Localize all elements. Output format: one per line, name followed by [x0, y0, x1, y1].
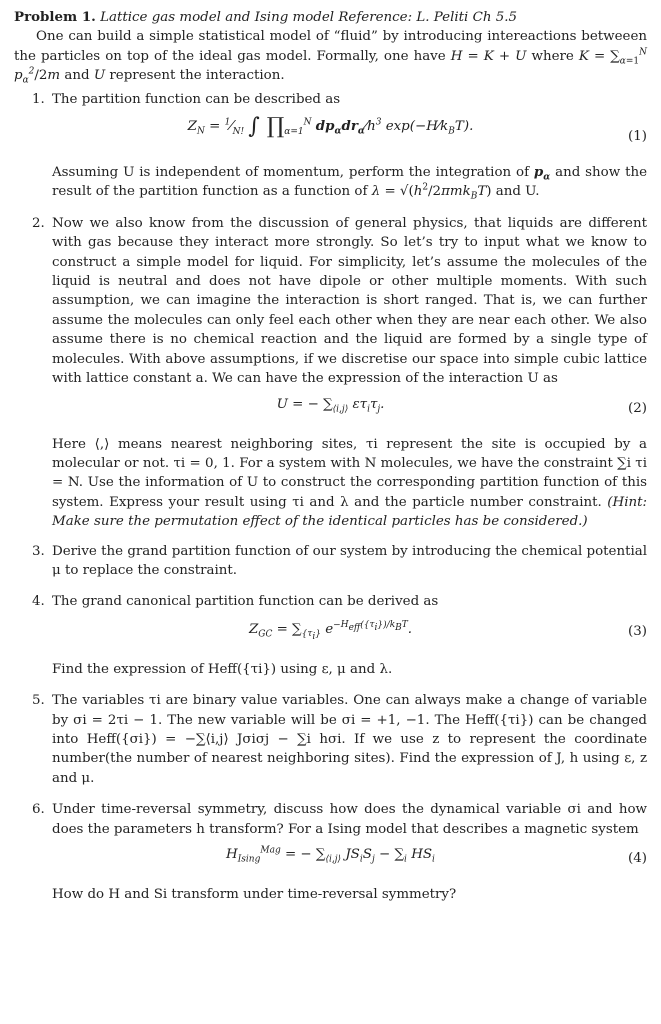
equation-3-tag: (3) [628, 623, 647, 639]
question-2-task: Here ⟨,⟩ means nearest neighboring sites, τi represent the site is occupied by a molecular or not. τi = 0, 1. For a system with N molecules, we have the constraint ∑i τi = N. Use the information of U to construct the corresponding partition function of this system. Express your result using τi and λ and the particle number constraint. (Hint: Make sure the permutation effect of the identical particles has be considered.) [52, 436, 647, 530]
equation-1-tag: (1) [628, 129, 647, 145]
question-6: 6. Under time-reversal symmetry, discuss how does the dynamical variable σi and how does the parameters h transform? For a Ising model that describes a magnetic system [32, 802, 647, 837]
equation-3: $Z_{GC} = \sum_{\{\tau_i\}}$ $e^{-H_{eff}(\{\tau_i\})/k_BT}$. (3) [248, 620, 647, 643]
problem-title: Lattice gas model and Ising model [100, 10, 335, 25]
question-4: 4. The grand canonical partition function can be derived as [32, 594, 439, 610]
question-2: 2. Now we also know from the discussion of general physics, that liquids are different with gas because they interact more strongly. So let’s try to input what we know to construct a simple model for liquid. For simplicity, let’s assume the molecules of the liquid is neutral and does not have dipole or other multiple moments. With such assumption, we can imagine the interaction is short ranged. That is, we can further assume the molecules can only feel each other when they are near each other. We also assume there is no chemical reaction and the liquid are formed by a single type of molecules. With above assumptions, if we discretise our space into simple cubic lattice with lattice constant a. We can have the expression of the interaction U as [32, 215, 647, 387]
question-4-task: Find the expression of Heff({τi}) using ε, μ and λ. [52, 661, 393, 677]
problem-label: Problem 1. [14, 9, 96, 25]
intro-paragraph: One can build a simple statistical model of “fluid” by introducing intereactions betweeen the particles on top of the ideal gas model. Formally, one have H = K + U where $K = \sum_{\alpha=1}^N$ $p_\alpha^2/2m$ and U represent the interaction. [14, 29, 648, 86]
equation-2: U = − $\sum_{⟨i,j⟩}$ $\varepsilon\tau_i\tau_j$. (2) [14, 389, 647, 435]
equation-4: $H_{Ising}^{Mag}$ = − $\sum_{⟨i,j⟩}$ $JS_iS_j - \sum_i$ $HS_i$ (4) [14, 839, 647, 885]
equation-2-tag: (2) [628, 400, 647, 416]
problem-page [14, 8, 647, 904]
problem-header [14, 8, 647, 27]
question-5: 5. The variables τi are binary value variables. One can always make a change of variable by σi = 2τi − 1. The new variable will be σi = +1, −1. The Heff({τi}) can be changed into Heff({σi}) = −∑⟨i,j⟩ Jσiσj − ∑i hσi. If we use z to represent the coordinate number(the number of nearest neighboring sites). Find the expression of J, h using ε, z and μ. [32, 693, 647, 786]
question-3: 3. Derive the grand partition function of our system by introducing the chemical potential μ to replace the constraint. [32, 543, 647, 578]
question-1-task: Assuming U is independent of momentum, perform the integration of $p_\alpha$ and show the result of the partition function as a function of $\lambda = √(h^2/2\pi mk_BT)$ and U. [52, 164, 648, 203]
question-2-hint: (Hint: Make sure the permutation effect of the identical particles has be considered.) [52, 494, 647, 530]
problem-reference: Reference: L. Peliti Ch 5.5 [338, 10, 518, 25]
question-1: 1. The partition function can be described as [32, 91, 341, 107]
equation-4-tag: (4) [628, 851, 647, 866]
equation-1: $Z_N$ = $^1⁄_{N!}$ ∫ $\prod_{\alpha=1}^N$ $dp_\alpha dr_\alpha⁄h^3$ $\exp(-H⁄k_BT)$. (1) [14, 109, 647, 163]
question-6-task: How do H and Si transform under time-reversal symmetry? [52, 887, 457, 902]
